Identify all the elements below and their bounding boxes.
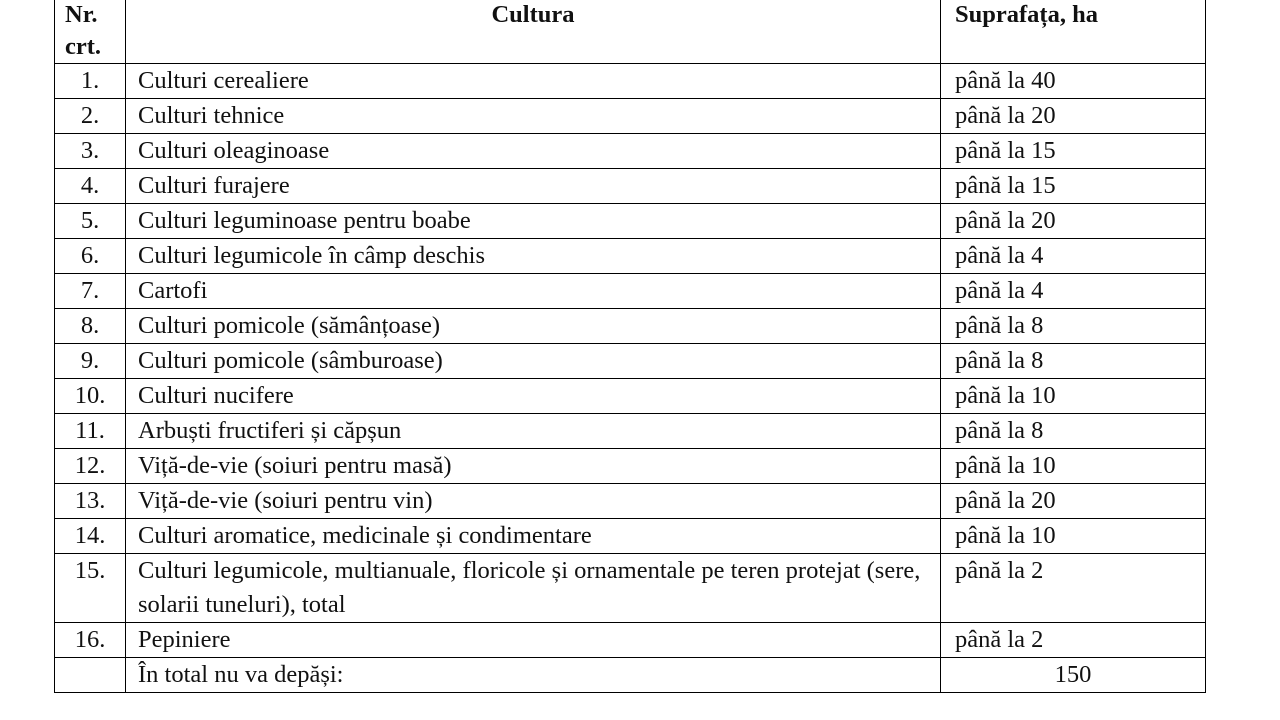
table-row (55, 204, 1206, 239)
row-suprafata: până la 2 (941, 554, 1206, 623)
row-nr: 10. (55, 379, 126, 414)
table-row (55, 309, 1206, 344)
row-suprafata: până la 8 (941, 309, 1206, 344)
table-row (55, 99, 1206, 134)
row-cultura: Cartofi (126, 274, 941, 309)
row-suprafata: până la 40 (941, 64, 1206, 99)
row-nr: 7. (55, 274, 126, 309)
row-nr: 16. (55, 623, 126, 658)
row-cultura: Culturi pomicole (sămânțoase) (126, 309, 941, 344)
row-nr: 14. (55, 519, 126, 554)
table-row (55, 519, 1206, 554)
row-suprafata: până la 15 (941, 169, 1206, 204)
table-row (55, 239, 1206, 274)
header-nr-line1: Nr. (65, 1, 98, 28)
total-nr-empty (55, 658, 126, 693)
table-body (55, 64, 1206, 693)
row-cultura: Culturi nucifere (126, 379, 941, 414)
row-nr: 6. (55, 239, 126, 274)
table-row (55, 169, 1206, 204)
table-row (55, 64, 1206, 99)
row-nr: 12. (55, 449, 126, 484)
row-cultura: Culturi tehnice (126, 99, 941, 134)
row-nr: 9. (55, 344, 126, 379)
table-row (55, 449, 1206, 484)
row-nr: 4. (55, 169, 126, 204)
row-suprafata: până la 8 (941, 344, 1206, 379)
row-suprafata: până la 10 (941, 379, 1206, 414)
crop-area-table (54, 0, 1206, 693)
row-nr: 2. (55, 99, 126, 134)
header-suprafata: Suprafața, ha (941, 0, 1206, 64)
row-cultura: Culturi pomicole (sâmburoase) (126, 344, 941, 379)
table-header-row (55, 0, 1206, 64)
row-nr: 1. (55, 64, 126, 99)
row-cultura: Culturi oleaginoase (126, 134, 941, 169)
row-nr: 5. (55, 204, 126, 239)
row-nr: 15. (55, 554, 126, 623)
row-cultura: Viță-de-vie (soiuri pentru vin) (126, 484, 941, 519)
header-nr-crt (55, 0, 126, 64)
row-nr: 8. (55, 309, 126, 344)
row-suprafata: până la 10 (941, 449, 1206, 484)
total-label: În total nu va depăși: (126, 658, 941, 693)
total-value: 150 (941, 658, 1206, 693)
table-row (55, 274, 1206, 309)
row-suprafata: până la 4 (941, 274, 1206, 309)
table-row (55, 623, 1206, 658)
total-row (55, 658, 1206, 693)
row-cultura: Culturi legumicole, multianuale, floricole și ornamentale pe teren protejat (sere, solarii tuneluri), total (126, 554, 941, 623)
table-row (55, 554, 1206, 623)
row-cultura: Arbuști fructiferi și căpșun (126, 414, 941, 449)
row-cultura: Culturi cerealiere (126, 64, 941, 99)
table-row (55, 484, 1206, 519)
table-row (55, 379, 1206, 414)
row-cultura: Culturi leguminoase pentru boabe (126, 204, 941, 239)
row-suprafata: până la 2 (941, 623, 1206, 658)
row-suprafata: până la 10 (941, 519, 1206, 554)
row-cultura: Culturi aromatice, medicinale și condimentare (126, 519, 941, 554)
table-row (55, 414, 1206, 449)
row-nr: 11. (55, 414, 126, 449)
row-nr: 13. (55, 484, 126, 519)
row-cultura: Pepiniere (126, 623, 941, 658)
row-nr: 3. (55, 134, 126, 169)
header-cultura: Cultura (126, 0, 941, 64)
row-suprafata: până la 4 (941, 239, 1206, 274)
row-cultura: Culturi furajere (126, 169, 941, 204)
row-suprafata: până la 20 (941, 484, 1206, 519)
header-nr-line2: crt. (65, 33, 102, 60)
row-cultura: Culturi legumicole în câmp deschis (126, 239, 941, 274)
table-row (55, 344, 1206, 379)
row-suprafata: până la 8 (941, 414, 1206, 449)
row-cultura: Viță-de-vie (soiuri pentru masă) (126, 449, 941, 484)
table-row (55, 134, 1206, 169)
row-suprafata: până la 20 (941, 99, 1206, 134)
row-suprafata: până la 20 (941, 204, 1206, 239)
row-suprafata: până la 15 (941, 134, 1206, 169)
